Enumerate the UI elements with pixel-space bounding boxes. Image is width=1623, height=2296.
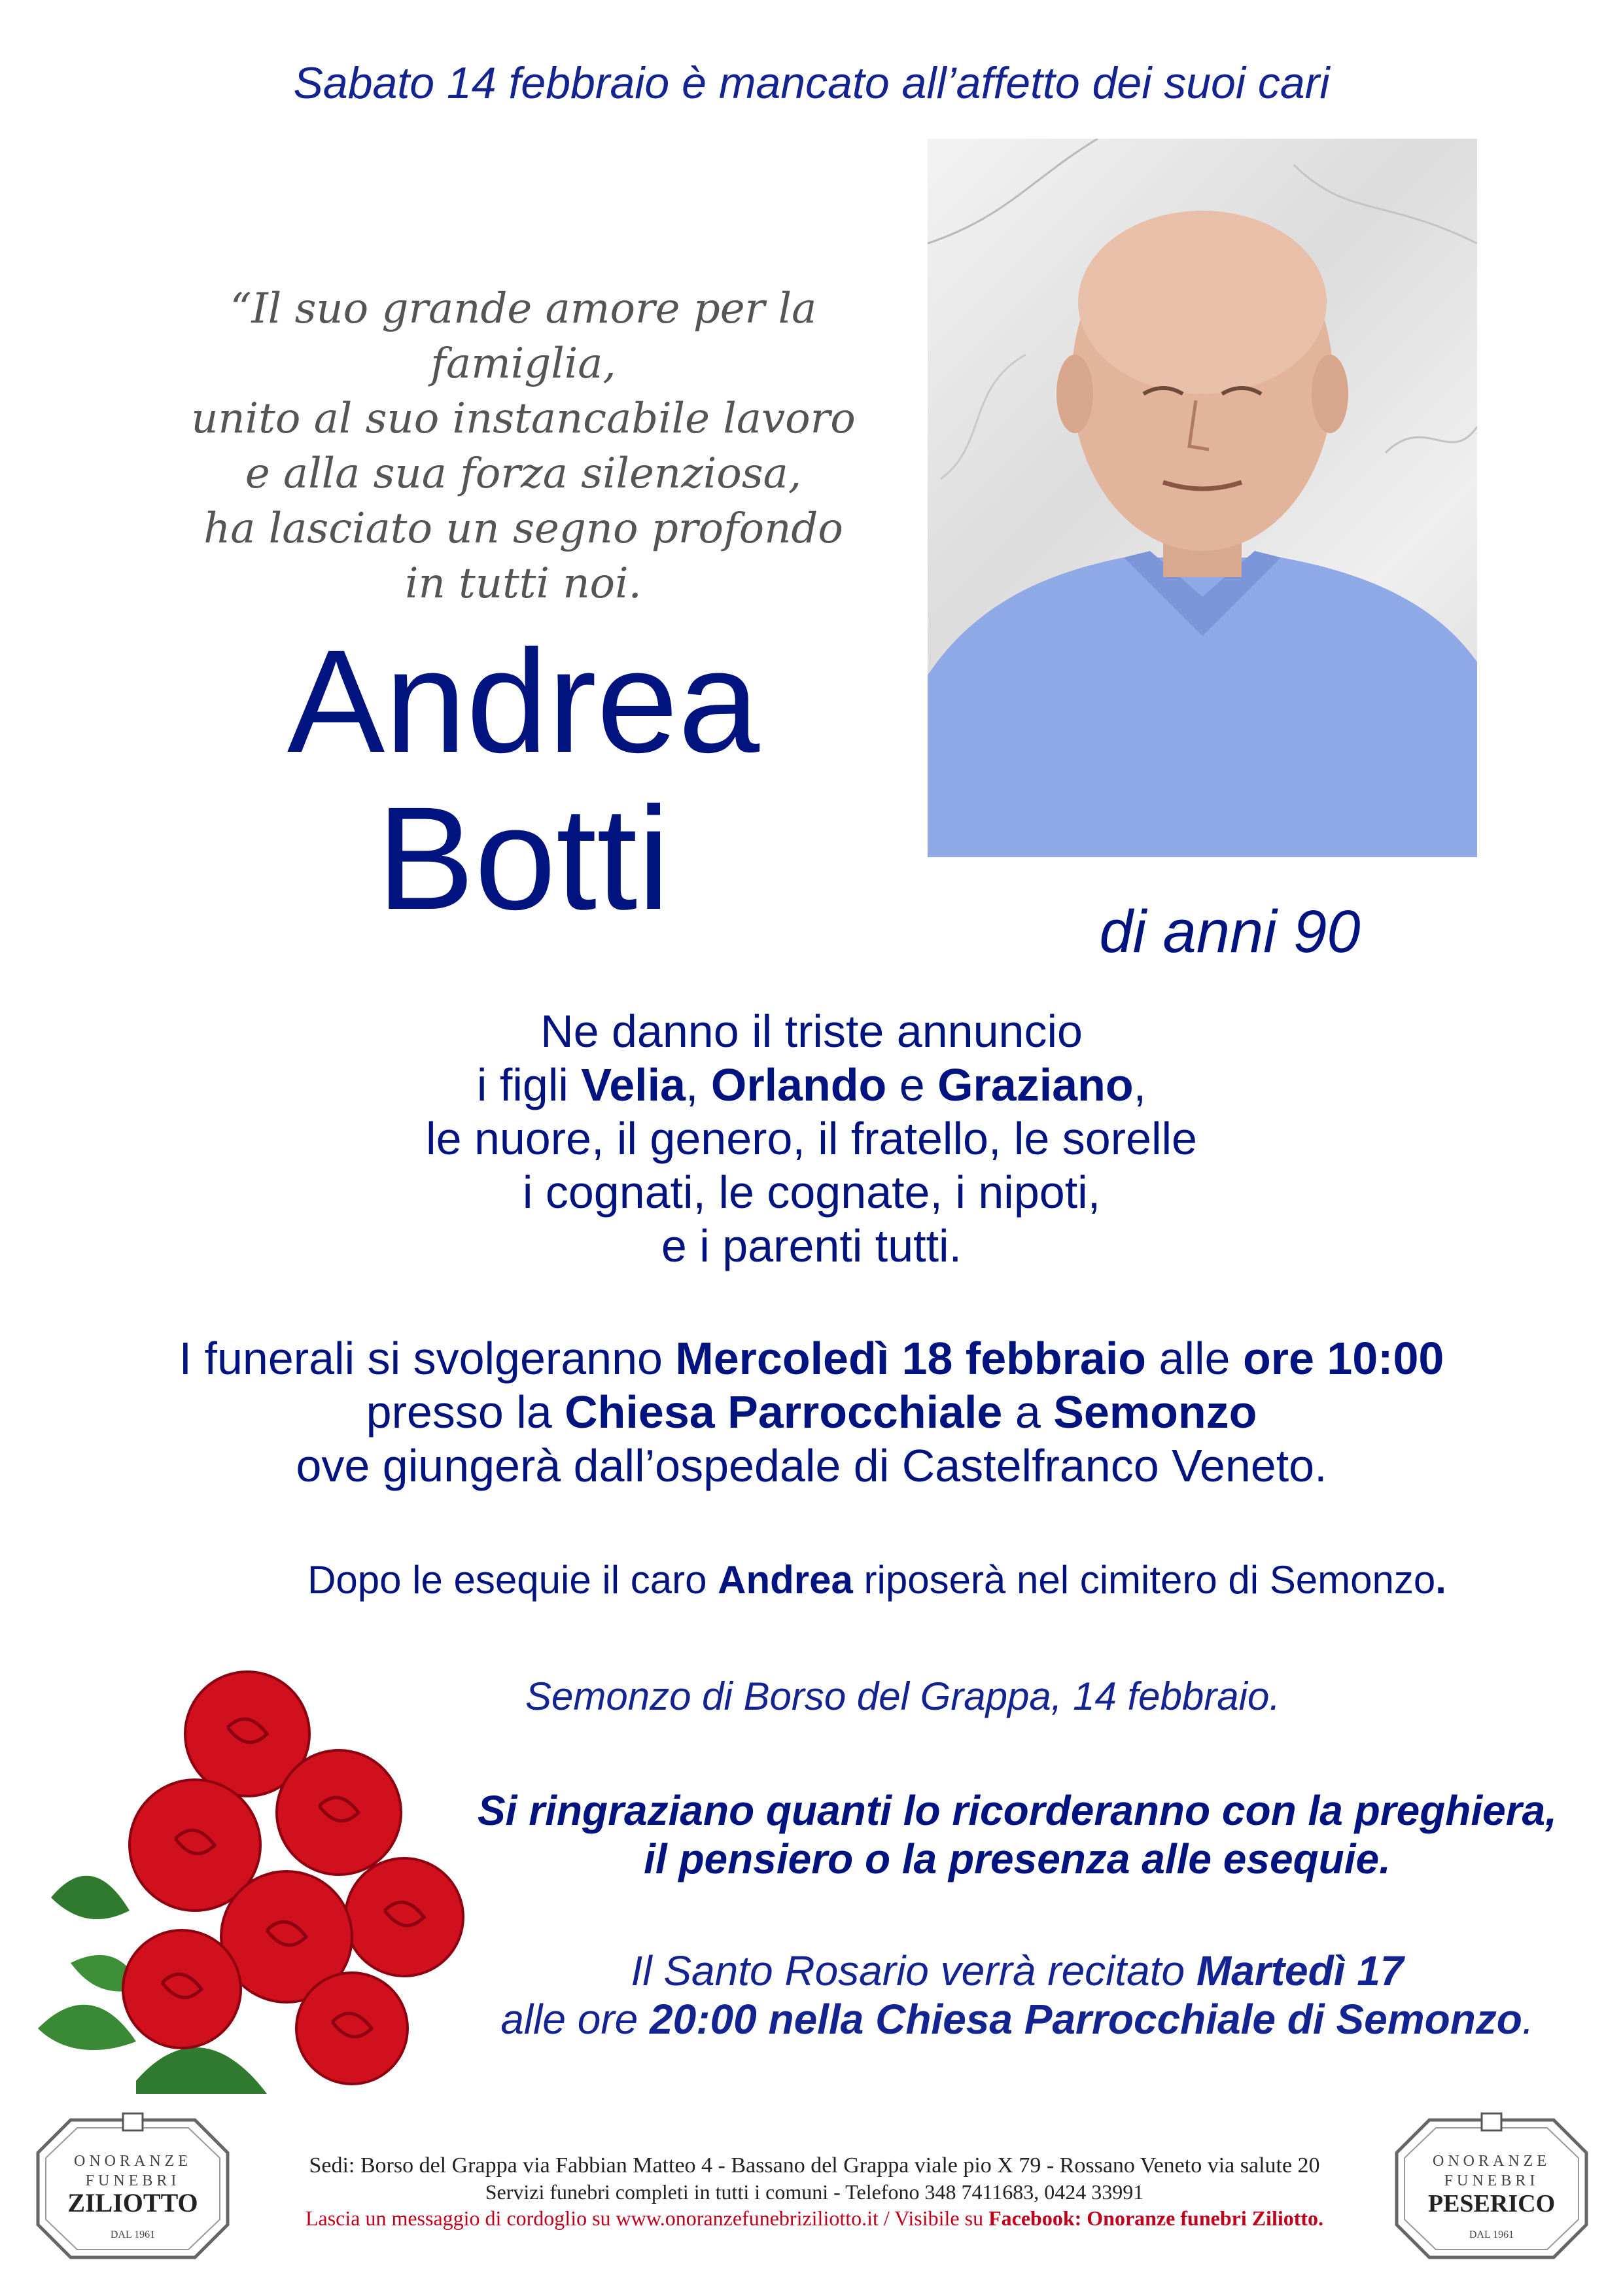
deceased-first-name: Andrea <box>287 620 760 783</box>
thanks-line: il pensiero o la presenza alle esequie. <box>644 1835 1391 1882</box>
peserico-logo <box>1390 2107 1593 2270</box>
rosary-day: Martedì 17 <box>1196 1947 1404 1994</box>
quote-line: in tutti noi. <box>405 559 642 608</box>
announcement-text <box>0 1004 1623 1273</box>
burial-dot: . <box>1435 1558 1446 1602</box>
announcement-line: Ne danno il triste annuncio <box>540 1006 1083 1057</box>
memorial-quote <box>164 281 883 611</box>
rosary-prefix: Il Santo Rosario verrà recitato <box>631 1947 1196 1994</box>
burial-name: Andrea <box>718 1558 853 1602</box>
thanks-text <box>432 1786 1603 1883</box>
logo-text: ONORANZE <box>1433 2153 1550 2170</box>
burial-line <box>0 1557 1623 1602</box>
quote-line: “Il suo grande amore per la famiglia, <box>230 285 817 388</box>
portrait-illustration <box>928 139 1477 857</box>
funeral-line <box>0 1385 1623 1439</box>
child-name: Graziano <box>937 1059 1134 1110</box>
announcement-line: e i parenti tutti. <box>661 1220 962 1271</box>
footer-address-text: Borso del Grappa via Fabbian Matteo 4 - Bassano del Grappa viale pio X 79 - Rossano Veneto via salute 20 <box>355 2153 1320 2178</box>
rosary-time-place: 20:00 nella Chiesa Parrocchiale di Semonzo <box>650 1996 1522 2043</box>
funeral-connector: alle <box>1146 1333 1243 1384</box>
thanks-line: Si ringraziano quanti lo ricorderanno con la preghiera, <box>477 1787 1558 1834</box>
children-prefix: i figli <box>476 1059 582 1110</box>
funeral-church: Chiesa Parrocchiale <box>565 1386 1003 1438</box>
rosary-line <box>432 1995 1603 2043</box>
rosary-line <box>432 1947 1603 1995</box>
burial-prefix: Dopo le esequie il caro <box>307 1558 718 1602</box>
logo-since: DAL 1961 <box>110 2229 156 2240</box>
funeral-town: Semonzo <box>1053 1386 1257 1438</box>
portrait-photo <box>928 139 1477 857</box>
footer-label: Sedi: <box>309 2153 355 2178</box>
funeral-details <box>0 1332 1623 1492</box>
separator: , <box>686 1059 711 1110</box>
deceased-last-name: Botti <box>376 777 671 940</box>
logo-name: PESERICO <box>1427 2190 1556 2217</box>
logo-text: ONORANZE <box>74 2153 192 2170</box>
quote-line: unito al suo instancabile lavoro <box>191 395 856 443</box>
announcement-line: le nuore, il genero, il fratello, le sorelle <box>426 1113 1197 1164</box>
footer-message-link[interactable] <box>216 2205 1413 2231</box>
funeral-prefix: I funerali si svolgeranno <box>179 1333 676 1384</box>
ziliotto-badge <box>31 2107 234 2270</box>
footer-link-text[interactable]: Lascia un messaggio di cordoglio su www.onoranzefunebriziliotto.it / Visibile su <box>305 2206 989 2230</box>
logo-since: DAL 1961 <box>1469 2229 1514 2240</box>
footer-facebook[interactable]: Facebook: Onoranze funebri Ziliotto. <box>988 2206 1324 2230</box>
footer <box>216 2153 1413 2231</box>
quote-line: e alla sua forza silenziosa, <box>245 450 802 498</box>
child-name: Velia <box>581 1059 686 1110</box>
logo-text: FUNEBRI <box>1444 2172 1539 2189</box>
announcement-line: i cognati, le cognate, i nipoti, <box>522 1167 1101 1218</box>
intro-line: Sabato 14 febbraio è mancato all’affetto dei suoi cari <box>293 58 1330 108</box>
rosary-notice <box>432 1947 1603 2043</box>
peserico-badge <box>1390 2107 1593 2270</box>
footer-services: Servizi funebri completi in tutti i comuni - Telefono 348 7411683, 0424 33991 <box>485 2180 1144 2204</box>
funeral-time: ore 10:00 <box>1242 1333 1444 1384</box>
funeral-date: Mercoledì 18 febbraio <box>675 1333 1147 1384</box>
quote-line: ha lasciato un segno profondo <box>203 504 843 553</box>
logo-text: FUNEBRI <box>85 2172 181 2189</box>
burial-suffix: riposerà nel cimitero di Semonzo <box>852 1558 1436 1602</box>
logo-name: ZILIOTTO <box>67 2188 198 2217</box>
funeral-connector: presso la <box>366 1386 565 1438</box>
footer-addresses <box>216 2153 1413 2179</box>
ziliotto-logo <box>31 2107 234 2270</box>
child-name: Orlando <box>710 1059 887 1110</box>
funeral-line <box>0 1332 1623 1385</box>
age-label: di anni 90 <box>1099 898 1361 965</box>
funeral-connector: a <box>1002 1386 1054 1438</box>
rosary-connector: alle ore <box>500 1996 650 2043</box>
funeral-line: ove giungerà dall’ospedale di Castelfranco Veneto. <box>296 1440 1327 1491</box>
children-line <box>0 1058 1623 1112</box>
rosary-dot: . <box>1522 1996 1534 2043</box>
place-date: Semonzo di Borso del Grappa, 14 febbraio. <box>525 1674 1281 1718</box>
separator: e <box>886 1059 938 1110</box>
separator: , <box>1133 1059 1147 1110</box>
